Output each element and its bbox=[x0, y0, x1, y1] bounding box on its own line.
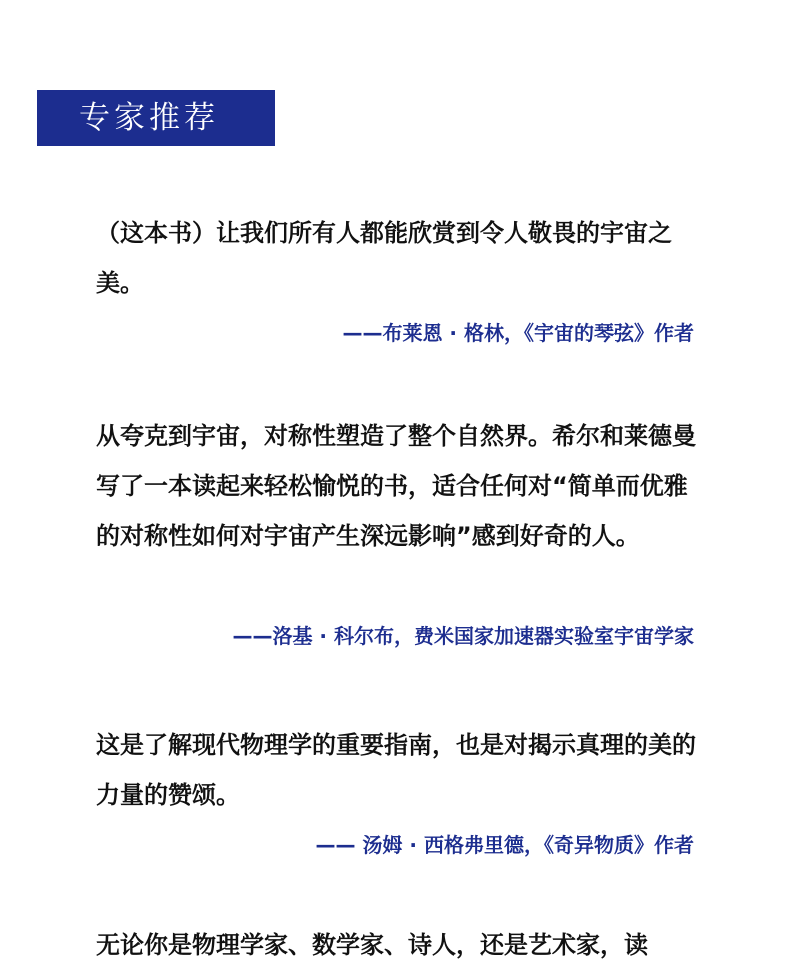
endorsement-quote: 从夸克到宇宙，对称性塑造了整个自然界。希尔和莱德曼写了一本读起来轻松愉悦的书，适合任何对“简单而优雅的对称性如何对宇宙产生深远影响”感到好奇的人。 bbox=[96, 422, 696, 550]
endorsement-attribution: —— 汤姆 · 西格弗里德，《奇异物质》作者 bbox=[315, 833, 694, 857]
endorsement-attribution: ——洛基 · 科尔布，费米国家加速器实验室宇宙学家 bbox=[232, 624, 694, 648]
endorsement-quote: 无论你是物理学家、数学家、诗人，还是艺术家，读 bbox=[96, 931, 648, 959]
endorsement-quote: （这本书）让我们所有人都能欣赏到令人敬畏的宇宙之美。 bbox=[96, 219, 672, 297]
section-banner bbox=[37, 90, 275, 146]
endorsement-quote: 这是了解现代物理学的重要指南，也是对揭示真理的美的力量的赞颂。 bbox=[96, 731, 696, 809]
section-title: 专家推荐 bbox=[79, 100, 219, 136]
endorsement-attribution: ——布莱恩 · 格林，《宇宙的琴弦》作者 bbox=[342, 321, 694, 345]
